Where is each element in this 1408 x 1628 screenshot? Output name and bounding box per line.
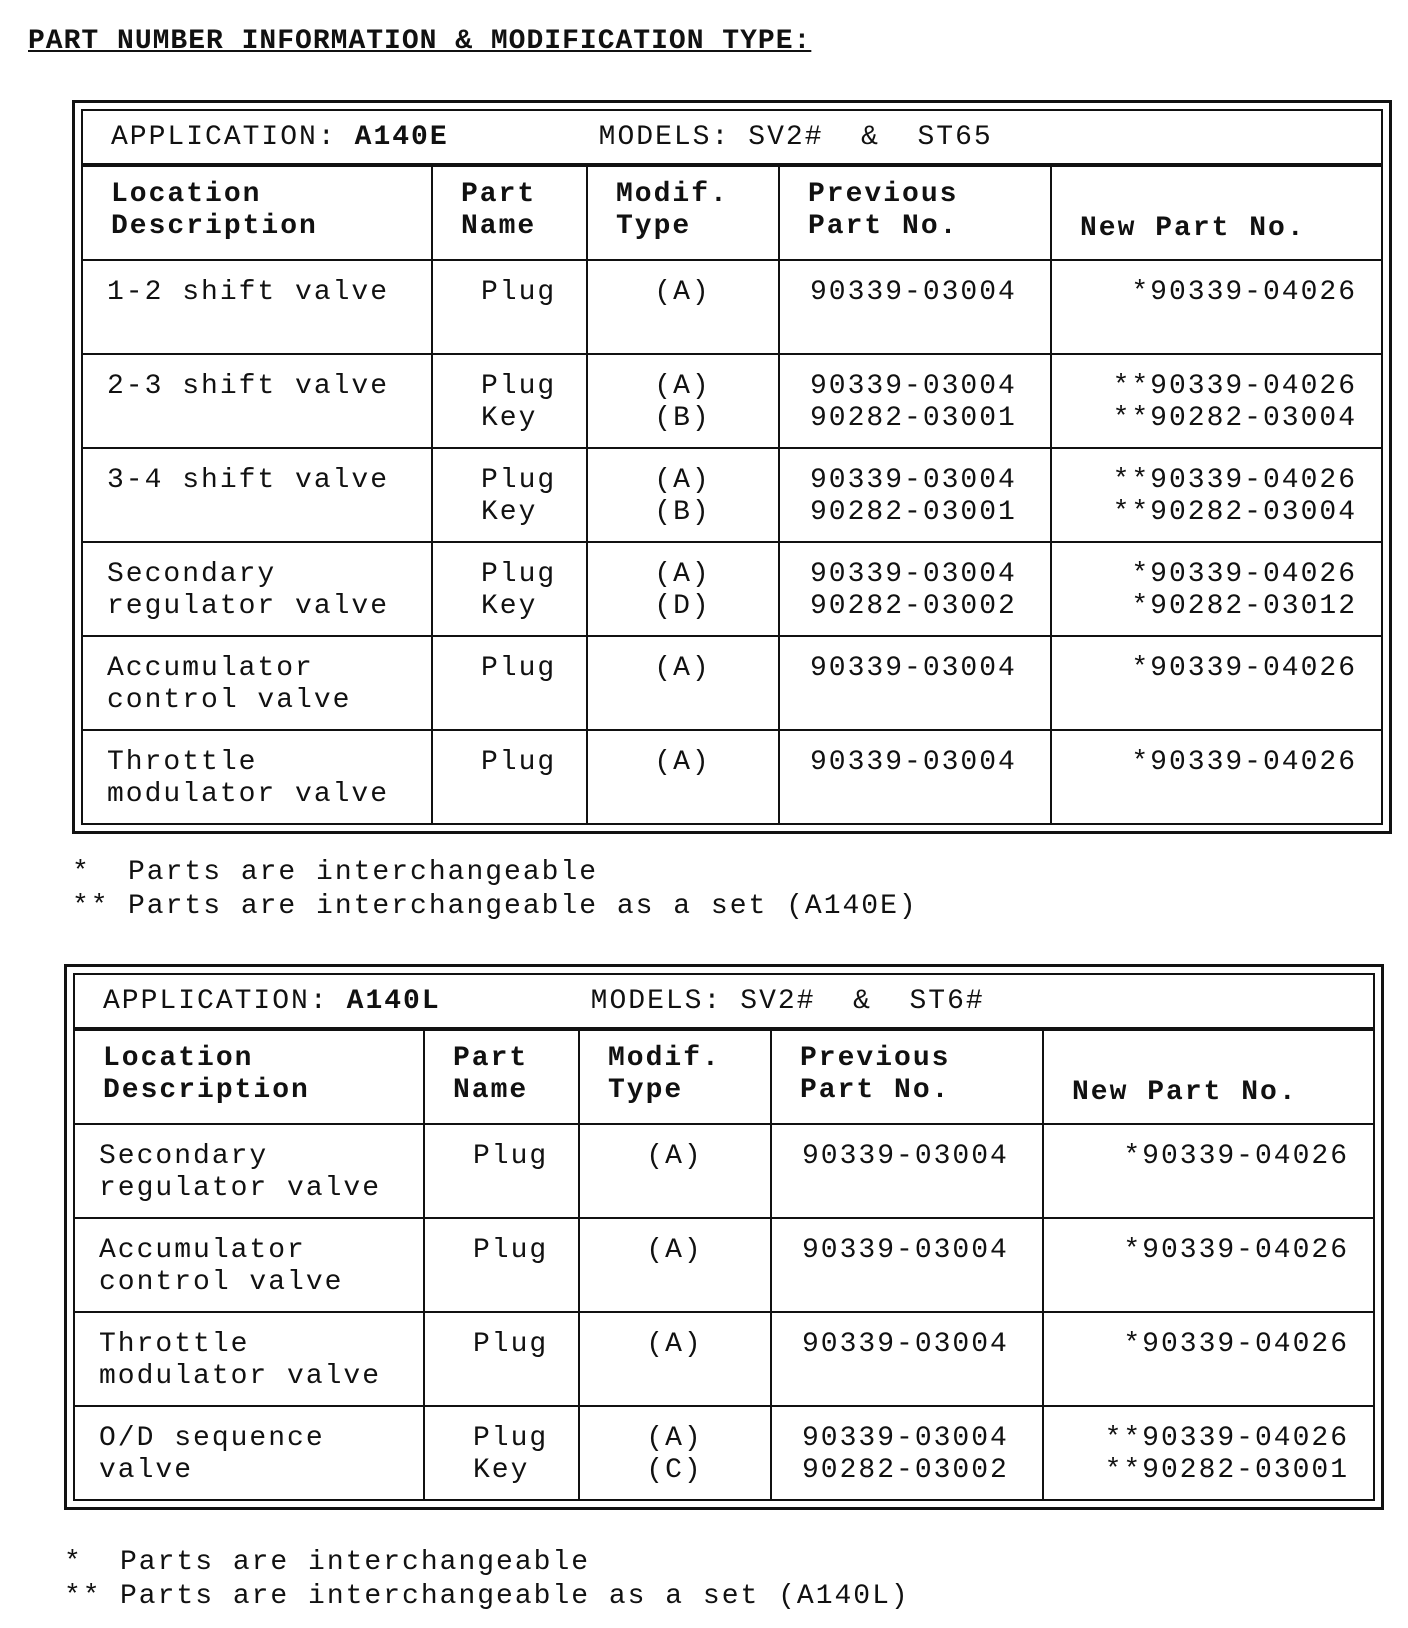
modif-type-cell	[587, 448, 779, 542]
location-cell	[74, 1124, 424, 1218]
location-cell-line: valve	[99, 1455, 194, 1486]
location-cell-line: Throttle	[107, 747, 258, 778]
part-name-cell	[432, 542, 587, 636]
part-name-cell-line: Plug	[473, 1423, 549, 1454]
location-cell-line: regulator valve	[107, 591, 390, 622]
application-header	[73, 973, 1375, 1029]
footnote-text: Parts are interchangeable	[128, 857, 599, 888]
table-row	[82, 354, 1382, 448]
models-label: MODELS:	[598, 121, 731, 153]
application-label: APPLICATION:	[111, 121, 337, 153]
footnotes-a140e	[72, 856, 918, 924]
modif-type-cell-line: (A)	[646, 1141, 703, 1172]
header-location-line: Location	[103, 1043, 254, 1074]
location-cell	[82, 542, 432, 636]
footnote	[64, 1546, 910, 1580]
table-row	[74, 1124, 1374, 1218]
modif-type-cell	[587, 636, 779, 730]
new-part-cell-line: *90339-04026	[1131, 559, 1357, 590]
new-part-cell-line: *90339-04026	[1131, 277, 1357, 308]
new-part-cell-line: *90339-04026	[1131, 653, 1357, 684]
part-name-cell-line: Plug	[481, 371, 557, 402]
new-part-cell-line: *90339-04026	[1131, 747, 1357, 778]
part-name-cell-line: Plug	[481, 747, 557, 778]
header-modif-type-line: Modif.	[608, 1043, 721, 1074]
previous-part-cell-line: 90339-03004	[810, 559, 1017, 590]
previous-part-cell-line: 90282-03001	[810, 403, 1017, 434]
table-row	[82, 260, 1382, 354]
modif-type-cell-line: (A)	[654, 653, 711, 684]
new-part-cell-line: **90339-04026	[1112, 465, 1357, 496]
modif-type-cell	[579, 1312, 771, 1406]
header-part-name-line: Name	[453, 1075, 529, 1106]
header-previous-part-line: Previous	[800, 1043, 951, 1074]
modif-type-cell-line: (A)	[654, 747, 711, 778]
new-part-cell	[1051, 730, 1382, 824]
location-cell-line: Secondary	[107, 559, 277, 590]
location-cell	[82, 636, 432, 730]
modif-type-cell	[587, 542, 779, 636]
header-new-part-text: New Part No.	[1080, 213, 1306, 244]
header-location	[82, 166, 432, 260]
header-new-part-text: New Part No.	[1072, 1077, 1298, 1108]
part-name-cell	[432, 730, 587, 824]
part-name-cell-line: Key	[481, 497, 538, 528]
modif-type-cell	[587, 260, 779, 354]
location-cell-line: O/D sequence	[99, 1423, 325, 1454]
header-modif-type-line: Type	[608, 1075, 684, 1106]
header-part-name	[424, 1030, 579, 1124]
part-name-cell	[424, 1124, 579, 1218]
previous-part-cell	[779, 730, 1051, 824]
modif-type-cell-line: (C)	[646, 1455, 703, 1486]
previous-part-cell-line: 90339-03004	[810, 653, 1017, 684]
header-previous-part	[771, 1030, 1043, 1124]
new-part-cell-line: **90339-04026	[1104, 1423, 1349, 1454]
part-name-cell-line: Plug	[481, 465, 557, 496]
previous-part-cell	[779, 542, 1051, 636]
header-row	[82, 166, 1382, 260]
previous-part-cell-line: 90339-03004	[810, 371, 1017, 402]
new-part-cell-line: **90339-04026	[1112, 371, 1357, 402]
previous-part-cell	[771, 1124, 1043, 1218]
footnotes-a140l	[64, 1546, 910, 1614]
previous-part-cell-line: 90339-03004	[802, 1423, 1009, 1454]
part-name-cell-line: Plug	[473, 1235, 549, 1266]
previous-part-cell-line: 90339-03004	[810, 277, 1017, 308]
location-cell-line: modulator valve	[99, 1361, 382, 1392]
previous-part-cell	[779, 636, 1051, 730]
previous-part-cell-line: 90339-03004	[810, 747, 1017, 778]
previous-part-cell	[779, 448, 1051, 542]
part-name-cell	[432, 354, 587, 448]
location-cell-line: control valve	[107, 685, 352, 716]
application-label: APPLICATION:	[103, 985, 329, 1017]
footnote	[64, 1580, 910, 1614]
location-cell-line: Secondary	[99, 1141, 269, 1172]
header-part-name-line: Part	[461, 179, 537, 210]
previous-part-cell	[779, 260, 1051, 354]
part-name-cell-line: Key	[481, 591, 538, 622]
modif-type-cell-line: (A)	[654, 465, 711, 496]
new-part-cell-line: *90339-04026	[1123, 1235, 1349, 1266]
part-name-cell-line: Plug	[481, 559, 557, 590]
location-cell-line: 1-2 shift valve	[107, 277, 390, 308]
header-previous-part-line: Part No.	[808, 211, 959, 242]
modif-type-cell-line: (A)	[654, 277, 711, 308]
footnote-mark: **	[64, 1581, 102, 1612]
header-location-line: Description	[103, 1075, 310, 1106]
table-row	[74, 1406, 1374, 1500]
table-row	[82, 448, 1382, 542]
new-part-cell-line: *90339-04026	[1123, 1141, 1349, 1172]
previous-part-cell-line: 90282-03001	[810, 497, 1017, 528]
previous-part-cell-line: 90282-03002	[810, 591, 1017, 622]
header-part-name-line: Name	[461, 211, 537, 242]
table-row	[74, 1218, 1374, 1312]
location-cell-line: regulator valve	[99, 1173, 382, 1204]
modif-type-cell-line: (A)	[646, 1235, 703, 1266]
modif-type-cell-line: (B)	[654, 497, 711, 528]
previous-part-cell	[771, 1312, 1043, 1406]
part-name-cell-line: Plug	[473, 1141, 549, 1172]
application-value: A140L	[346, 985, 441, 1017]
modif-type-cell-line: (B)	[654, 403, 711, 434]
header-location	[74, 1030, 424, 1124]
header-new-part	[1043, 1030, 1374, 1124]
footnote-mark: *	[72, 857, 91, 888]
new-part-cell	[1051, 260, 1382, 354]
new-part-cell	[1051, 354, 1382, 448]
location-cell-line: 3-4 shift valve	[107, 465, 390, 496]
table-row	[82, 542, 1382, 636]
modif-type-cell	[579, 1218, 771, 1312]
modif-type-cell-line: (A)	[646, 1423, 703, 1454]
header-new-part	[1051, 166, 1382, 260]
location-cell-line: 2-3 shift valve	[107, 371, 390, 402]
header-location-line: Location	[111, 179, 262, 210]
header-modif-type-line: Modif.	[616, 179, 729, 210]
new-part-cell-line: **90282-03001	[1104, 1455, 1349, 1486]
part-name-cell-line: Plug	[473, 1329, 549, 1360]
location-cell	[82, 448, 432, 542]
header-part-name	[432, 166, 587, 260]
models-value: SV2# & ST6#	[740, 985, 985, 1017]
previous-part-cell-line: 90282-03002	[802, 1455, 1009, 1486]
location-cell	[82, 354, 432, 448]
header-modif-type	[579, 1030, 771, 1124]
previous-part-cell-line: 90339-03004	[810, 465, 1017, 496]
part-name-cell-line: Key	[481, 403, 538, 434]
header-previous-part	[779, 166, 1051, 260]
header-modif-type	[587, 166, 779, 260]
parts-table-a140l	[64, 964, 1384, 1510]
models-label: MODELS:	[590, 985, 723, 1017]
modif-type-cell-line: (D)	[654, 591, 711, 622]
new-part-cell	[1043, 1124, 1374, 1218]
part-name-cell	[424, 1312, 579, 1406]
location-cell-line: modulator valve	[107, 779, 390, 810]
table-row	[82, 730, 1382, 824]
location-cell-line: control valve	[99, 1267, 344, 1298]
application-value: A140E	[354, 121, 449, 153]
models-value: SV2# & ST65	[748, 121, 993, 153]
parts-table	[73, 1029, 1375, 1501]
part-name-cell-line: Plug	[481, 277, 557, 308]
location-cell	[74, 1218, 424, 1312]
location-cell	[74, 1312, 424, 1406]
footnote	[72, 856, 918, 890]
location-cell-line: Accumulator	[99, 1235, 306, 1266]
new-part-cell	[1051, 636, 1382, 730]
header-part-name-line: Part	[453, 1043, 529, 1074]
new-part-cell-line: **90282-03004	[1112, 403, 1357, 434]
new-part-cell-line: *90339-04026	[1123, 1329, 1349, 1360]
previous-part-cell-line: 90339-03004	[802, 1329, 1009, 1360]
header-row	[74, 1030, 1374, 1124]
new-part-cell	[1051, 448, 1382, 542]
parts-table	[81, 165, 1383, 825]
new-part-cell-line: **90282-03004	[1112, 497, 1357, 528]
previous-part-cell-line: 90339-03004	[802, 1235, 1009, 1266]
modif-type-cell	[579, 1124, 771, 1218]
new-part-cell	[1043, 1312, 1374, 1406]
previous-part-cell	[771, 1218, 1043, 1312]
location-cell	[82, 260, 432, 354]
part-name-cell	[424, 1218, 579, 1312]
header-location-line: Description	[111, 211, 318, 242]
new-part-cell	[1051, 542, 1382, 636]
part-name-cell	[432, 636, 587, 730]
header-previous-part-line: Previous	[808, 179, 959, 210]
modif-type-cell-line: (A)	[654, 559, 711, 590]
new-part-cell	[1043, 1218, 1374, 1312]
footnote-text: Parts are interchangeable	[120, 1547, 591, 1578]
location-cell-line: Throttle	[99, 1329, 250, 1360]
location-cell	[74, 1406, 424, 1500]
part-name-cell	[432, 448, 587, 542]
modif-type-cell	[579, 1406, 771, 1500]
modif-type-cell-line: (A)	[654, 371, 711, 402]
footnote-mark: *	[64, 1547, 83, 1578]
modif-type-cell	[587, 354, 779, 448]
part-name-cell	[432, 260, 587, 354]
page-title: PART NUMBER INFORMATION & MODIFICATION TYPE:	[28, 26, 812, 57]
footnote-mark: **	[72, 891, 110, 922]
new-part-cell-line: *90282-03012	[1131, 591, 1357, 622]
footnote	[72, 890, 918, 924]
header-previous-part-line: Part No.	[800, 1075, 951, 1106]
header-modif-type-line: Type	[616, 211, 692, 242]
part-name-cell-line: Plug	[481, 653, 557, 684]
table-row	[74, 1312, 1374, 1406]
new-part-cell	[1043, 1406, 1374, 1500]
location-cell-line: Accumulator	[107, 653, 314, 684]
modif-type-cell-line: (A)	[646, 1329, 703, 1360]
modif-type-cell	[587, 730, 779, 824]
table-row	[82, 636, 1382, 730]
part-name-cell	[424, 1406, 579, 1500]
footnote-text: Parts are interchangeable as a set (A140L)	[120, 1581, 910, 1612]
previous-part-cell-line: 90339-03004	[802, 1141, 1009, 1172]
previous-part-cell	[779, 354, 1051, 448]
part-name-cell-line: Key	[473, 1455, 530, 1486]
location-cell	[82, 730, 432, 824]
previous-part-cell	[771, 1406, 1043, 1500]
footnote-text: Parts are interchangeable as a set (A140E)	[128, 891, 918, 922]
parts-table-a140e	[72, 100, 1392, 834]
application-header	[81, 109, 1383, 165]
